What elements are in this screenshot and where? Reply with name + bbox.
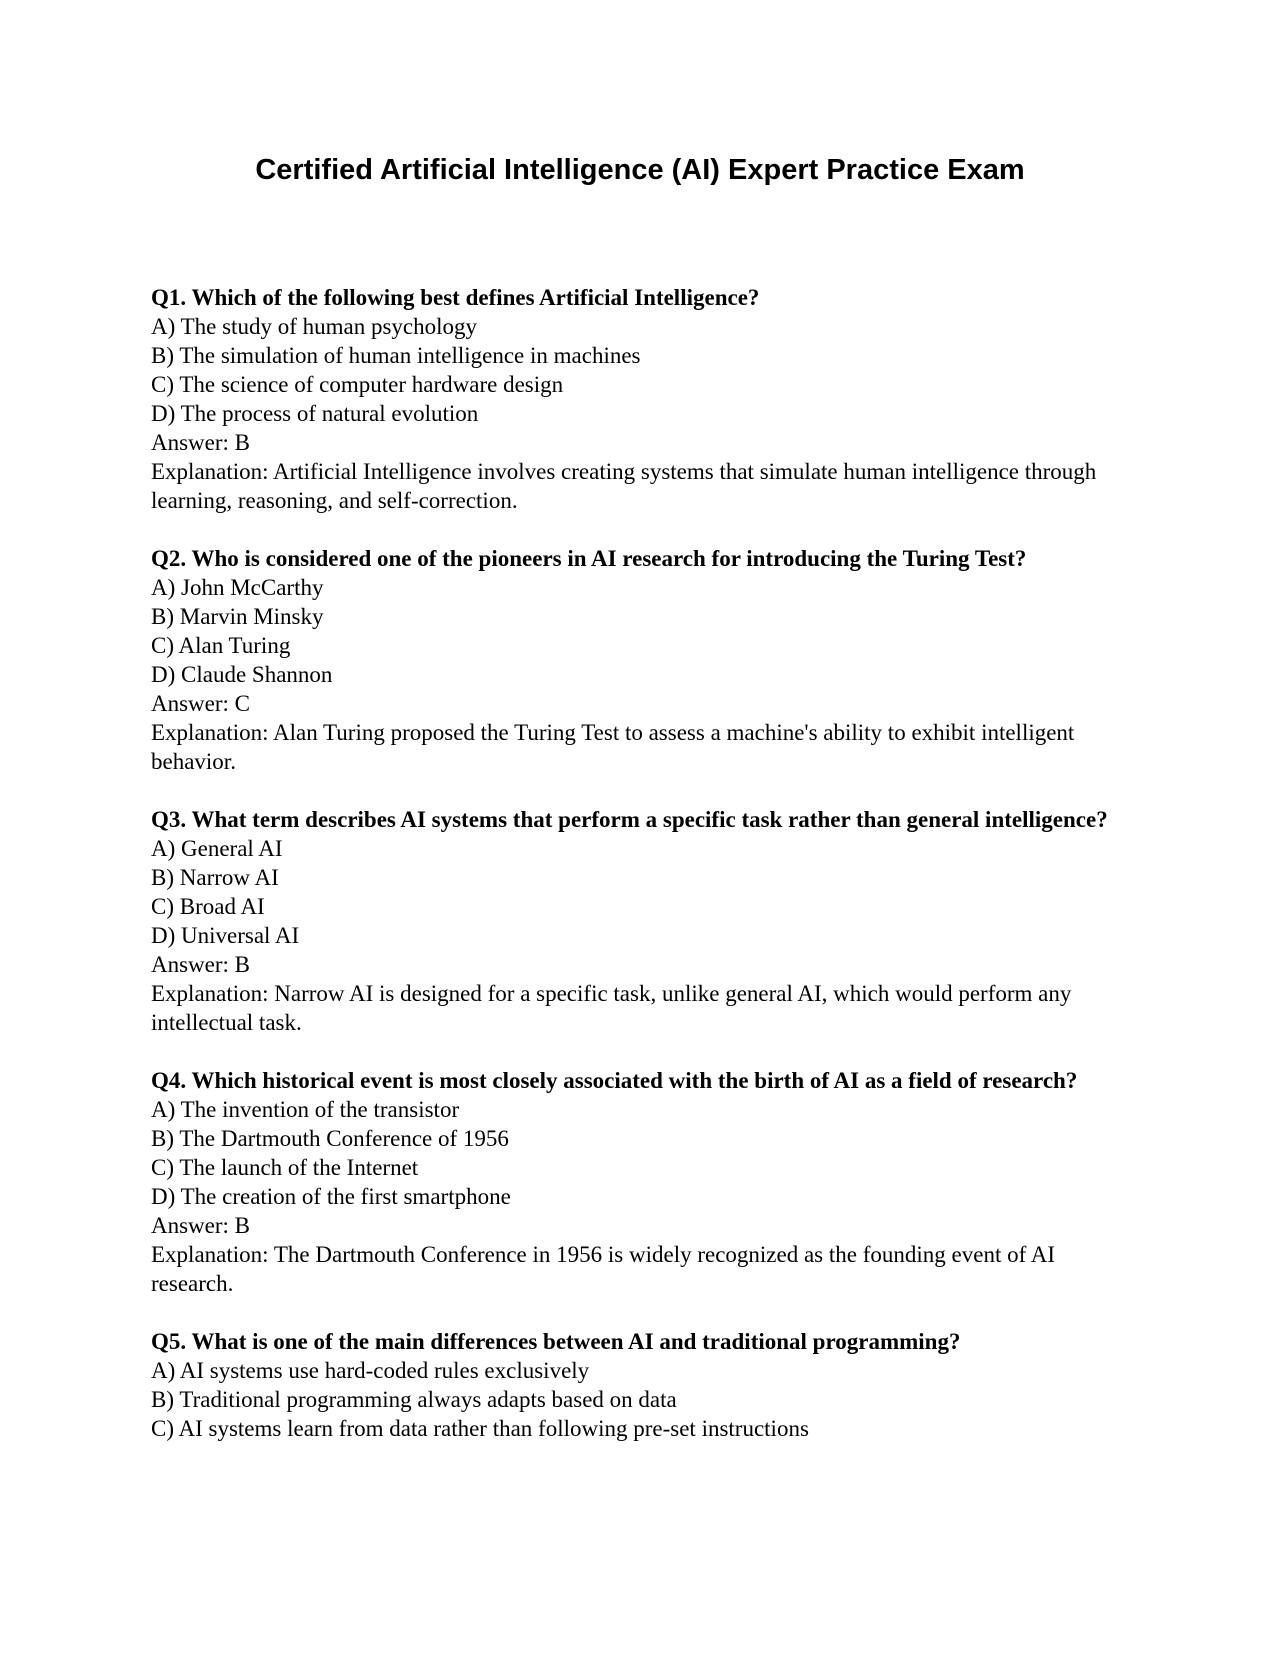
question-4 [151,1066,1131,1298]
option-c: C) AI systems learn from data rather than following pre-set instructions [151,1416,809,1441]
option-c: C) Alan Turing [151,633,291,658]
answer: Answer: B [151,430,251,455]
option-list [151,312,1131,428]
question-text: Q5. What is one of the main differences between AI and traditional programming? [151,1329,961,1354]
option-c: C) Broad AI [151,894,265,919]
option-d: D) Claude Shannon [151,662,333,687]
option-a: A) General AI [151,836,283,861]
document-title: Certified Artificial Intelligence (AI) Expert Practice Exam [255,154,1025,186]
explanation: Explanation: Narrow AI is designed for a specific task, unlike general AI, which would perform any intellectual task. [151,981,1072,1035]
question-5 [151,1327,1131,1443]
option-a: A) John McCarthy [151,575,324,600]
answer: Answer: B [151,952,251,977]
option-list [151,1095,1131,1211]
option-d: D) The creation of the first smartphone [151,1184,511,1209]
option-b: B) The Dartmouth Conference of 1956 [151,1126,509,1151]
option-d: D) Universal AI [151,923,300,948]
option-a: A) AI systems use hard-coded rules exclusively [151,1358,590,1383]
option-b: B) Traditional programming always adapts based on data [151,1387,677,1412]
option-b: B) Marvin Minsky [151,604,324,629]
explanation: Explanation: Artificial Intelligence involves creating systems that simulate human intelligence through learning, reasoning, and self-correction. [151,459,1097,513]
option-d: D) The process of natural evolution [151,401,479,426]
answer: Answer: B [151,1213,251,1238]
option-a: A) The study of human psychology [151,314,478,339]
option-c: C) The launch of the Internet [151,1155,419,1180]
option-list [151,573,1131,689]
question-text: Q2. Who is considered one of the pioneers in AI research for introducing the Turing Test? [151,546,1027,571]
option-list [151,1356,1131,1443]
question-text: Q4. Which historical event is most closely associated with the birth of AI as a field of research? [151,1068,1078,1093]
question-1 [151,283,1131,515]
question-text: Q1. Which of the following best defines Artificial Intelligence? [151,285,760,310]
option-c: C) The science of computer hardware design [151,372,564,397]
option-b: B) Narrow AI [151,865,279,890]
explanation: Explanation: Alan Turing proposed the Turing Test to assess a machine's ability to exhibit intelligent behavior. [151,720,1075,774]
question-text: Q3. What term describes AI systems that perform a specific task rather than general intelligence? [151,807,1108,832]
question-list [151,283,1131,1472]
question-3 [151,805,1131,1037]
option-b: B) The simulation of human intelligence in machines [151,343,641,368]
explanation: Explanation: The Dartmouth Conference in 1956 is widely recognized as the founding event of AI research. [151,1242,1055,1296]
option-list [151,834,1131,950]
question-2 [151,544,1131,776]
answer: Answer: C [151,691,251,716]
option-a: A) The invention of the transistor [151,1097,460,1122]
